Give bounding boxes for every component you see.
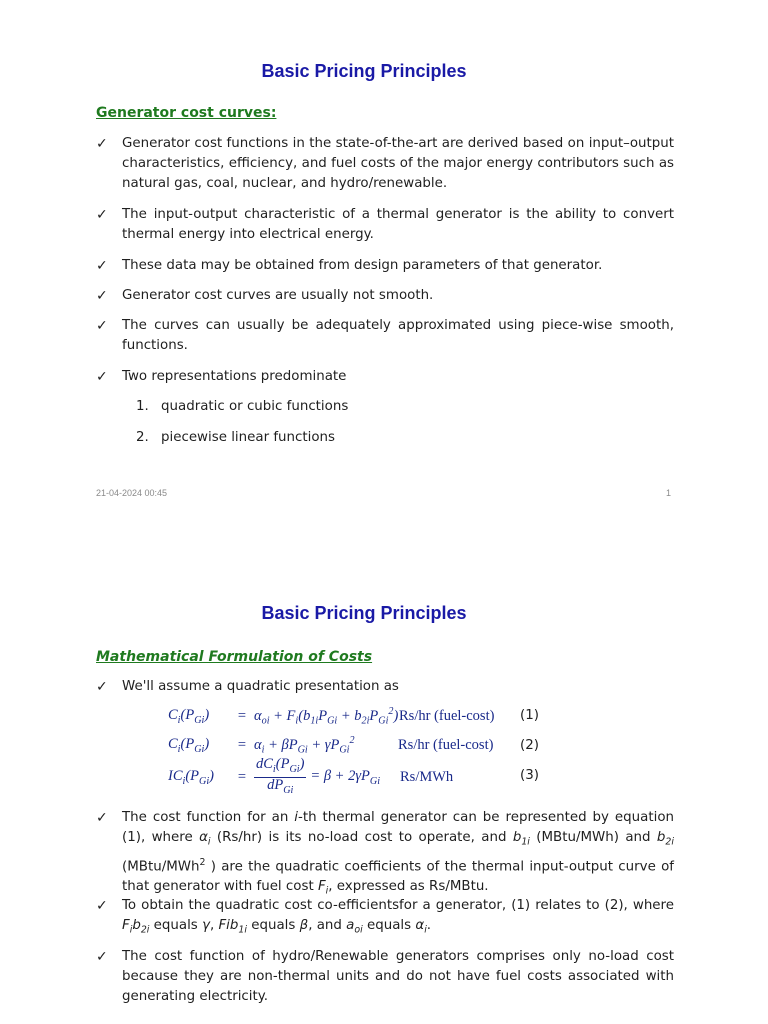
slide-2 [0, 543, 768, 1024]
equation-1 [168, 703, 508, 729]
equation-lhs: $C_i(P_{Gi})$ [168, 706, 210, 726]
bullet-item [96, 947, 674, 1007]
equation-unit: Rs/hr (fuel-cost) [398, 736, 494, 753]
equation-number: (2) [520, 738, 539, 753]
equation-unit: Rs/MWh [400, 768, 454, 785]
bullet-text: The cost function of hydro/Renewable generators comprises only no-load cost because they are non-thermal units and do not have fuel costs associated with generating electricity. [122, 949, 674, 1004]
check-mark-icon: ✓ [96, 207, 108, 223]
equation-unit: Rs/hr (fuel-cost) [399, 707, 495, 724]
slide-title: Basic Pricing Principles [261, 603, 467, 623]
equals-sign: = [237, 736, 247, 753]
check-mark-icon: ✓ [96, 369, 108, 385]
bullet-text: Generator cost curves are usually not smooth. [122, 288, 434, 303]
bullet-text: These data may be obtained from design parameters of that generator. [122, 258, 603, 273]
bullet-text: The cost function for an i-th thermal generator can be represented by equation (1), where $\alpha_i$ (Rs/hr) is its no-load cost to operate, and $b_{1i}$ (MBtu/MWh) and $b_{2i}$ (MBtu/MWh$^2$ ) are the quadratic coefficients of the thermal input-output curve of that generator with fuel cost $F_i$, expressed as Rs/MBtu. [122, 810, 675, 897]
bullet-item [96, 896, 674, 941]
equation-rhs: = $\beta + 2\gamma P_{Gi}$ [310, 767, 381, 787]
check-mark-icon: ✓ [96, 136, 108, 152]
bullet-item [96, 256, 674, 276]
bullet-item [96, 134, 674, 194]
equation-3 [168, 757, 508, 797]
check-mark-icon: ✓ [96, 318, 108, 334]
subheading: Mathematical Formulation of Costs [96, 649, 373, 665]
check-mark-icon: ✓ [96, 898, 108, 914]
equals-sign: = [237, 707, 247, 724]
bullet-text: To obtain the quadratic cost co-efficientsfor a generator, (1) relates to (2), where $F_ib_{2i}$ equals γ, Fib$_{1i}$ equals β, and $a_{oi}$ equals $\alpha_i$. [122, 898, 674, 936]
bullet-text: The curves can usually be adequately approximated using piece-wise smooth, functions. [122, 318, 674, 353]
check-mark-icon: ✓ [96, 810, 108, 826]
equation-2 [168, 732, 508, 758]
equation-number: (1) [520, 708, 539, 723]
check-mark-icon: ✓ [96, 949, 108, 965]
equation-rhs: $\alpha_{oi} + F_i(b_{1i}P_{Gi} + b_{2i}P_{Gi}^2)$ [254, 705, 399, 727]
bullet-item [96, 286, 674, 306]
check-mark-icon: ✓ [96, 679, 108, 695]
bullet-item [96, 205, 674, 245]
footer-date: 21-04-2024 00:45 [96, 488, 168, 498]
item-number: 2. [136, 430, 149, 445]
numbered-item [136, 397, 348, 417]
bullet-text: The input-output characteristic of a thermal generator is the ability to convert thermal energy into electrical energy. [122, 207, 674, 242]
bullet-item [96, 808, 674, 902]
equation-lhs: $C_i(P_{Gi})$ [168, 735, 210, 755]
subheading: Generator cost curves: [96, 105, 277, 121]
bullet-item [96, 677, 674, 697]
item-number: 1. [136, 399, 149, 414]
equals-sign: = [237, 768, 247, 785]
bullet-item [96, 316, 674, 356]
equation-lhs: $IC_i(P_{Gi})$ [168, 767, 214, 787]
derivative-fraction: $\frac{dC_i(P_{Gi})}{dP_{Gi}}$ [256, 755, 305, 796]
page-number: 1 [666, 488, 672, 498]
bullet-text: We'll assume a quadratic presentation as [122, 679, 399, 694]
bullet-text: Two representations predominate [122, 369, 347, 384]
slide-title: Basic Pricing Principles [261, 61, 467, 81]
equation-rhs: $\alpha_i + \beta P_{Gi} + \gamma P_{Gi}^2$ [254, 734, 355, 756]
check-mark-icon: ✓ [96, 288, 108, 304]
check-mark-icon: ✓ [96, 258, 108, 274]
item-text: quadratic or cubic functions [161, 399, 349, 414]
bullet-text: Generator cost functions in the state-of-the-art are derived based on input–output characteristics, efficiency, and fuel costs of the major energy contributors such as natural gas, coal, nuclear, and hydro/renewable. [122, 136, 674, 191]
item-text: piecewise linear functions [161, 430, 336, 445]
numbered-item [136, 428, 335, 448]
equation-number: (3) [520, 768, 539, 783]
bullet-item [96, 367, 674, 387]
